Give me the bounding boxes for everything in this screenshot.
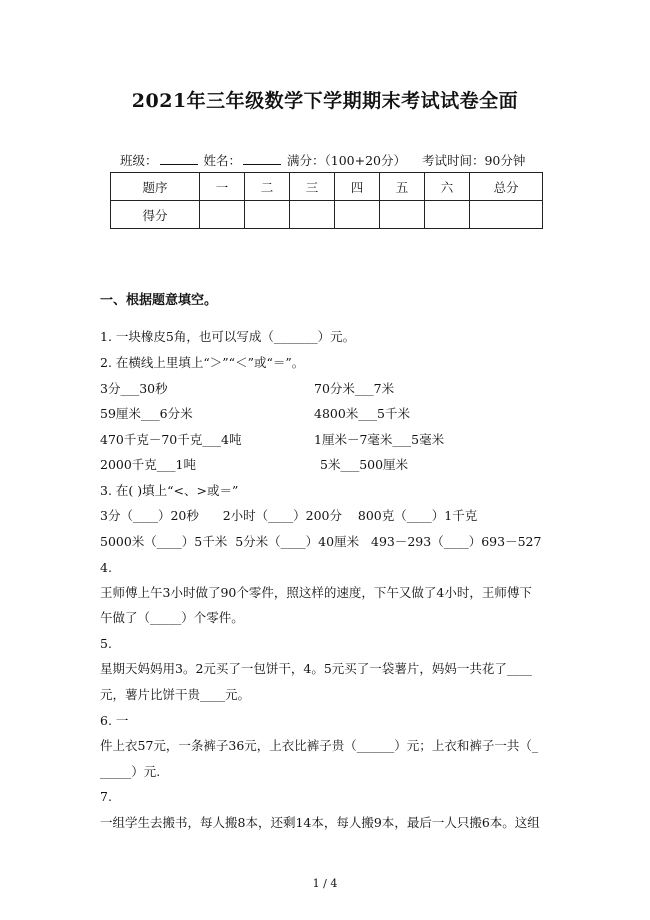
question-2: 2. 在横线上里填上“＞”“＜”或“＝”。 xyxy=(100,355,305,370)
q4-text: 王师傅上午3小时做了90个零件，照这样的速度，下午又做了4小时，王师傅下 xyxy=(100,585,532,600)
name-label: 姓名： xyxy=(203,153,242,168)
page-number: 1 / 4 xyxy=(312,877,338,890)
table-header-cell: 四 xyxy=(335,173,380,201)
q2-item: 2000千克___1吨 xyxy=(100,457,197,472)
table-header-cell: 一 xyxy=(200,173,245,201)
q2-item: 59厘米___6分米 xyxy=(100,406,193,421)
question-5: 5. xyxy=(100,636,112,651)
table-header-cell: 题序 xyxy=(111,173,200,201)
q6-text: _____）元. xyxy=(100,764,161,779)
q5-text: 星期天妈妈用3。2元买了一包饼干，4。5元买了一袋薯片，妈妈一共花了____ xyxy=(100,661,532,676)
score-table-header-row xyxy=(111,173,543,201)
table-header-cell: 三 xyxy=(290,173,335,201)
question-7: 7. xyxy=(100,789,112,804)
exam-info xyxy=(120,151,527,169)
q6-text: 件上衣57元，一条裤子36元，上衣比裤子贵（______）元；上衣和裤子一共（_ xyxy=(100,738,539,753)
table-header-cell: 总分 xyxy=(470,173,543,201)
class-label: 班级： xyxy=(120,153,158,168)
page-title: 2021年三年级数学下学期期末考试试卷全面 xyxy=(131,90,519,112)
time-label: 考试时间：90分钟 xyxy=(421,153,526,168)
table-header-cell: 六 xyxy=(425,173,470,201)
score-cell[interactable] xyxy=(200,201,245,229)
score-cell[interactable] xyxy=(290,201,335,229)
q2-item: 3分___30秒 xyxy=(100,381,168,396)
class-blank xyxy=(160,152,198,165)
score-cell[interactable] xyxy=(425,201,470,229)
question-4: 4. xyxy=(100,560,112,575)
question-1: 1. 一块橡皮5角，也可以写成（_______）元。 xyxy=(100,329,356,344)
score-table-score-row xyxy=(111,201,543,229)
q7-text: 一组学生去搬书，每人搬8本，还剩14本，每人搬9本，最后一人只搬6本。这组 xyxy=(100,815,540,830)
q2-item: 70分米___7米 xyxy=(314,381,395,396)
score-cell[interactable] xyxy=(380,201,425,229)
score-label: 满分：（100+20分） xyxy=(287,153,406,168)
score-cell[interactable] xyxy=(245,201,290,229)
question-6: 6. 一 xyxy=(100,713,129,728)
q4-text: 午做了（_____）个零件。 xyxy=(100,610,244,625)
q3-row: 3分（____）20秒 2小时（____）200分 800克（____）1千克 xyxy=(100,508,478,523)
table-header-cell: 二 xyxy=(245,173,290,201)
score-table xyxy=(110,172,543,229)
q3-row: 5000米（____）5千米 5分米（____）40厘米 493－293（____）693－527 xyxy=(100,534,542,549)
q5-text: 元，薯片比饼干贵____元。 xyxy=(100,687,251,702)
score-cell[interactable] xyxy=(335,201,380,229)
table-header-cell: 五 xyxy=(380,173,425,201)
name-blank xyxy=(243,152,281,165)
q2-item: 1厘米－7毫米___5毫米 xyxy=(314,432,445,447)
section-title: 一、根据题意填空。 xyxy=(100,293,218,308)
table-row-label: 得分 xyxy=(111,201,200,229)
question-3: 3. 在( )填上“<、>或＝” xyxy=(100,483,239,498)
q2-item: 4800米___5千米 xyxy=(314,406,411,421)
score-cell[interactable] xyxy=(470,201,543,229)
q2-item: 5米___500厘米 xyxy=(320,457,409,472)
q2-item: 470千克－70千克___4吨 xyxy=(100,432,242,447)
